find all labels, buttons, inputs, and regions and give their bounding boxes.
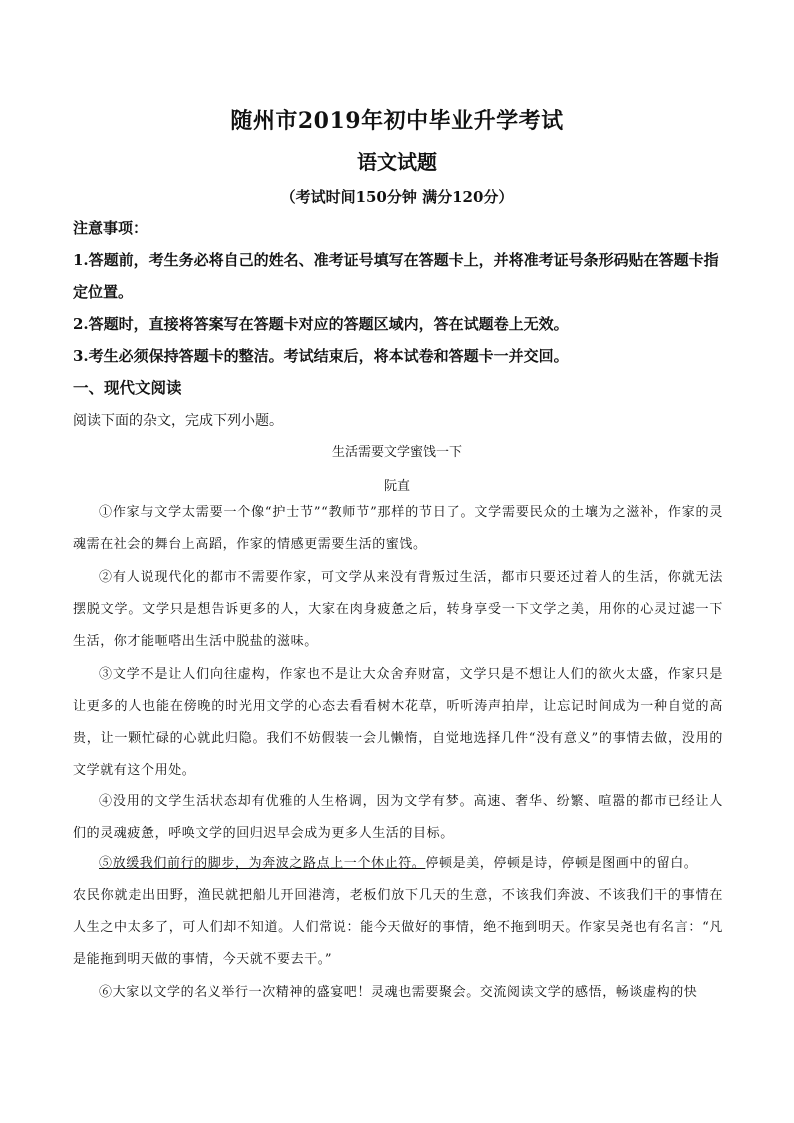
essay-paragraph-1: ①作家与文学太需要一个像“护士节”“教师节”那样的节日了。文学需要民众的土壤为之滋补，作家的灵魂需在社会的舞台上高蹈，作家的情感更需要生活的蜜饯。	[73, 505, 723, 552]
exam-title: 随州市2019年初中毕业升学考试	[230, 108, 564, 134]
essay-paragraph-5-cont: 农民你就走出田野，渔民就把船儿开回港湾，老板们放下几天的生意，不该我们奔波、不该我们干的事情在人生之中太多了，可人们却不知道。人们常说：能今天做好的事情，绝不拖到明天。作家吴尧也有名言：“凡是能拖到明天做的事情，今天就不要去干。”	[73, 888, 723, 967]
essay-paragraph-6: ⑥大家以文学的名义举行一次精神的盛宴吧！灵魂也需要聚会。交流阅读文学的感悟，畅谈虚构的快	[99, 985, 698, 1000]
essay-paragraph-5	[73, 848, 723, 880]
notice-heading: 注意事项：	[73, 219, 149, 237]
notice-rule-3: 3.考生必须保持答题卡的整洁。考试结束后，将本试卷和答题卡一并交回。	[73, 347, 569, 365]
underlined-sentence: ⑤放缓我们前行的脚步，为奔波之路点上一个休止符。	[99, 856, 426, 871]
essay-author: 阮直	[383, 479, 410, 494]
exam-subtitle: 语文试题	[357, 150, 437, 174]
essay-paragraph-3: ③文学不是让人们向往虚构，作家也不是让大众舍弃财富，文学只是不想让人们的欲火太盛，作家只是让更多的人也能在傍晚的时光用文学的心态去看看树木花草，听听涛声拍岸，让忘记时间成为一种自觉的高贵，让一颗忙碌的心就此归隐。我们不妨假装一会儿懒惰，自觉地选择几件“没有意义”的事情去做，没用的文学就有这个用处。	[73, 667, 723, 778]
essay-paragraph-4: ④没用的文学生活状态却有优雅的人生格调，因为文学有梦。高速、奢华、纷繁、喧嚣的都市已经让人们的灵魂疲惫，呼唤文学的回归迟早会成为更多人生活的目标。	[73, 794, 723, 841]
notice-rule-1: 1.答题前，考生务必将自己的姓名、准考证号填写在答题卡上，并将准考证号条形码贴在答题卡指定位置。	[73, 251, 719, 301]
section-heading: 一、现代文阅读	[73, 378, 182, 397]
section-instruction: 阅读下面的杂文，完成下列小题。	[73, 413, 283, 429]
exam-time-note: （考试时间150分钟 满分120分）	[280, 188, 514, 206]
paragraph-5-text: 停顿是美，停顿是诗，停顿是图画中的留白。	[425, 856, 698, 871]
essay-title: 生活需要文学蜜饯一下	[331, 445, 462, 460]
essay-paragraph-2: ②有人说现代化的都市不需要作家，可文学从来没有背叛过生活，都市只要还过着人的生活，你就无法摆脱文学。文学只是想告诉更多的人，大家在肉身疲惫之后，转身享受一下文学之美，用你的心灵过滤一下生活，你才能咂嗒出生活中脱盐的滋味。	[73, 570, 723, 649]
notice-rule-2: 2.答题时，直接将答案写在答题卡对应的答题区域内，答在试题卷上无效。	[73, 315, 569, 333]
